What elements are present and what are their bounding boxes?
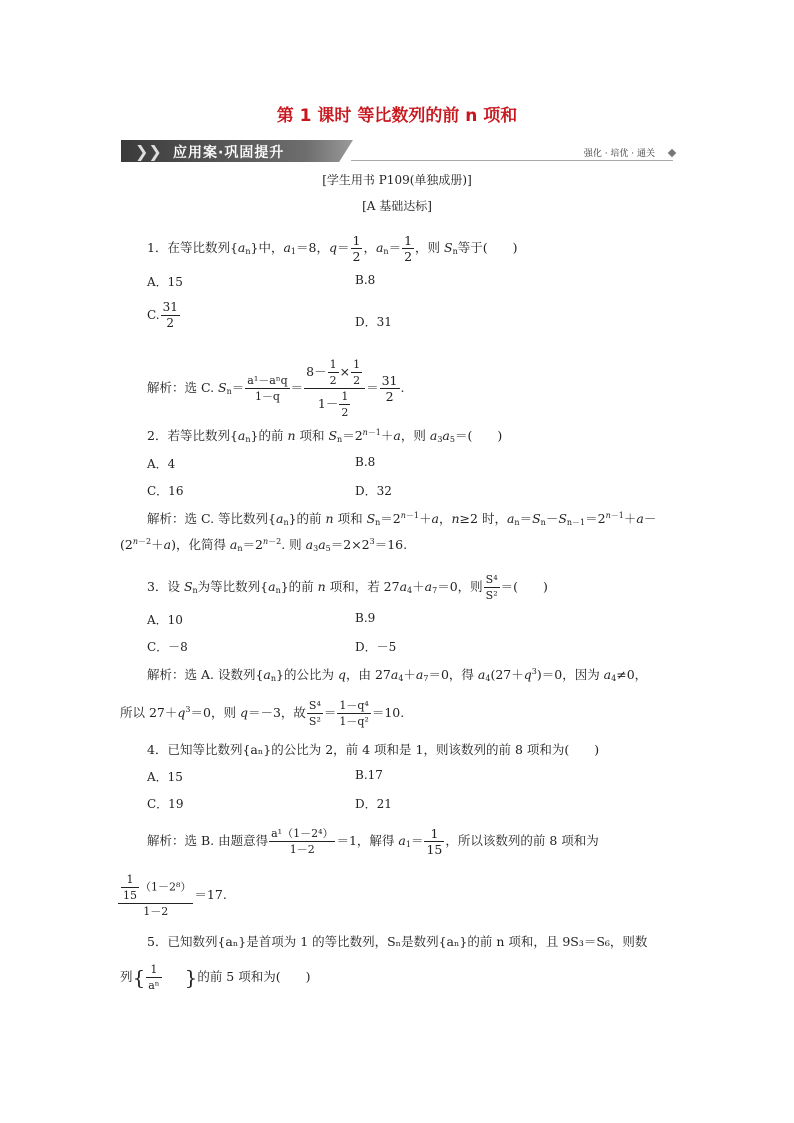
- q2-answer-line-1: 解析：选 C. 等比数列$\{a_n\}$的前 n 项和 $S_n=2^{n-1}+a$，n≥2 时，$a_n=S_n-S_{n-1}=2^{n-1}+a-$: [147, 511, 657, 527]
- q1-option-a: A．15: [147, 275, 183, 289]
- q1-option-d: D．31: [355, 315, 392, 329]
- q3-option-c: C．－8: [147, 640, 188, 654]
- banner-label: 应用案·巩固提升: [173, 145, 285, 161]
- source-note: [学生用书 P109(单独成册)]: [322, 173, 472, 187]
- question-3: 3．设 $S_n$为等比数列$\{a_n\}$的前 n 项和，若 $27a_4+a_7=0$，则 $\frac{\text{S⁴}}{\text{S²}}$ ＝( ): [147, 573, 548, 602]
- q1-option-b: B.8: [355, 273, 376, 287]
- question-2: 2．若等比数列$\{a_n\}$的前 n 项和 $S_n=2^{n-1}+a$，则 $a_3a_5=$( ): [147, 428, 503, 444]
- q3-answer-line-2: 所以 $27+q^3=0$，则 q＝－3，故 $\frac{\text{S⁴}}{\text{S²}}$ ＝ $\frac{\text{1－q⁴}}{\text{1－q²}}$ ＝10.: [120, 699, 405, 728]
- question-5-line-2: 列{ $\frac{1}{\text{aⁿ}}$ }的前 5 项和为( ): [120, 963, 311, 992]
- section-banner: [121, 140, 677, 162]
- question-4: 4．已知等比数列{aₙ}的公比为 2，前 4 项和是 1，则该数列的前 8 项和为( ): [147, 742, 600, 757]
- q3-answer-line-1: 解析：选 A. 设数列$\{a_n\}$的公比为 q，由 $27a_4+a_7=0$，得 $a_4(27+q^3)=0$，因为 $a_4\ne 0$，: [147, 667, 648, 683]
- q2-option-b: B.8: [355, 455, 376, 469]
- q4-answer-line-2: $\frac{1}{15}$ （1－2⁸） 1－2 ＝17.: [117, 872, 227, 919]
- q2-option-d: D．32: [355, 484, 392, 498]
- q3-option-b: B.9: [355, 611, 376, 625]
- q3-option-a: A．10: [147, 613, 183, 627]
- q4-answer-line-1: 解析：选 B. 由题意得 $\frac{\text{a¹（1－2⁴）}}{1-2}$ ＝1，解得 $a_1=$ $\frac{1}{15}$ ，所以该数列的前 8 项和为: [147, 826, 599, 857]
- q2-answer-line-2: $(2^{n-2}+a)$，化简得 $a_n=2^{n-2}$. 则 $a_3a_5=2\times 2^3=16$.: [120, 537, 408, 553]
- q1-answer: 解析：选 C. $S_n=$ $\frac{\text{a¹－aⁿq}}{1-q}$ ＝ 8－ $\frac{1}{2}$ × $\frac{1}{2}$ 1－ $\frac{1}{2}$ ＝ $\frac{31}{2}$ .: [147, 358, 405, 419]
- section-heading: [A 基础达标]: [362, 199, 432, 213]
- q4-option-d: D．21: [355, 797, 392, 811]
- q4-option-b: B.17: [355, 768, 383, 782]
- banner-rule: [351, 160, 673, 161]
- page-title: 第 1 课时 等比数列的前 n 项和: [276, 106, 518, 126]
- q2-option-c: C．16: [147, 484, 184, 498]
- question-5: 5．已知数列{aₙ}是首项为 1 的等比数列，Sₙ是数列{aₙ}的前 n 项和，且 9S₃＝S₆，则数: [147, 934, 648, 949]
- q3-option-d: D．－5: [355, 640, 397, 654]
- q4-option-c: C．19: [147, 797, 184, 811]
- q1-option-c: C. $\frac{31}{2}$: [147, 300, 178, 330]
- diamond-icon: [668, 149, 676, 157]
- q4-option-a: A．15: [147, 770, 183, 784]
- q2-option-a: A．4: [147, 457, 176, 471]
- banner-tagline: 强化 · 培优 · 通关: [583, 149, 655, 159]
- question-1: 1．在等比数列$\{a_n\}$中，$a_1=8$，q＝ $\frac{1}{2}$ ，$a_n=$ $\frac{1}{2}$ ，则 $S_n$等于( ): [147, 233, 518, 264]
- double-chevron-icon: ❯❯: [135, 142, 162, 161]
